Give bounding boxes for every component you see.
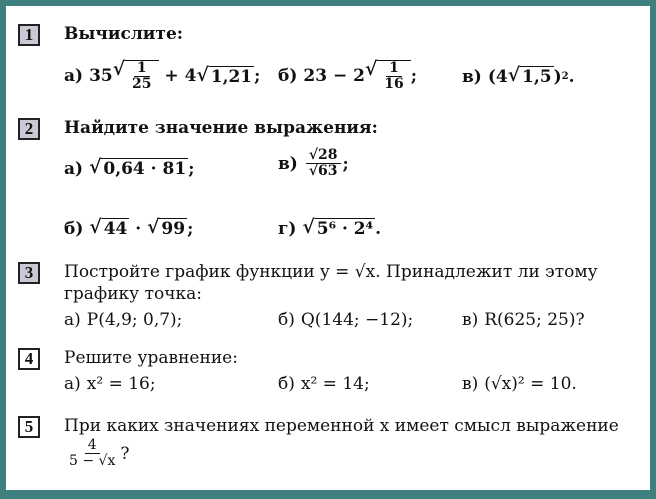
task-1a: а) 35 √ $\frac{1}{25}$ + 4 √ 1,21 ; (64, 58, 261, 93)
task-number-2: 2 (18, 118, 40, 140)
worksheet-page (6, 6, 650, 490)
task-4a: а) x² = 16; (64, 374, 156, 394)
task-3-title-line1: Постройте график функции y = √x. Принадлежит ли этому (64, 262, 598, 282)
task-4-title: Решите уравнение: (64, 348, 238, 368)
task-number-4: 4 (18, 348, 40, 370)
task-3v: в) R(625; 25)? (462, 310, 585, 330)
task-3b: б) Q(144; −12); (278, 310, 414, 330)
task-2a: а) √ 0,64 · 81 ; (64, 156, 195, 179)
task-2v: в) $\frac{√28}{√63}$ ; (278, 147, 349, 180)
task-5-expression: $\frac{4}{5 - √x}$ ? (69, 437, 130, 470)
task-1b: б) 23 − 2 √ $\frac{1}{16}$ ; (278, 58, 418, 93)
task-5-title: При каких значениях переменной x имеет смысл выражение (64, 416, 619, 436)
task-1v: в) (4 √ 1,5 ) 2 . (462, 64, 575, 87)
task-1-title: Вычислите: (64, 24, 184, 44)
task-4v: в) (√x)² = 10. (462, 374, 577, 394)
task-number-1: 1 (18, 24, 40, 46)
task-4b: б) x² = 14; (278, 374, 370, 394)
task-2b: б) √ 44 · √ 99 ; (64, 216, 194, 239)
task-3-title-line2: графику точка: (64, 284, 202, 304)
task-3a: а) P(4,9; 0,7); (64, 310, 183, 330)
task-2-title: Найдите значение выражения: (64, 118, 378, 138)
task-number-5: 5 (18, 416, 40, 438)
task-2g: г) √ 5⁶ · 2⁴ . (278, 216, 381, 239)
task-number-3: 3 (18, 262, 40, 284)
